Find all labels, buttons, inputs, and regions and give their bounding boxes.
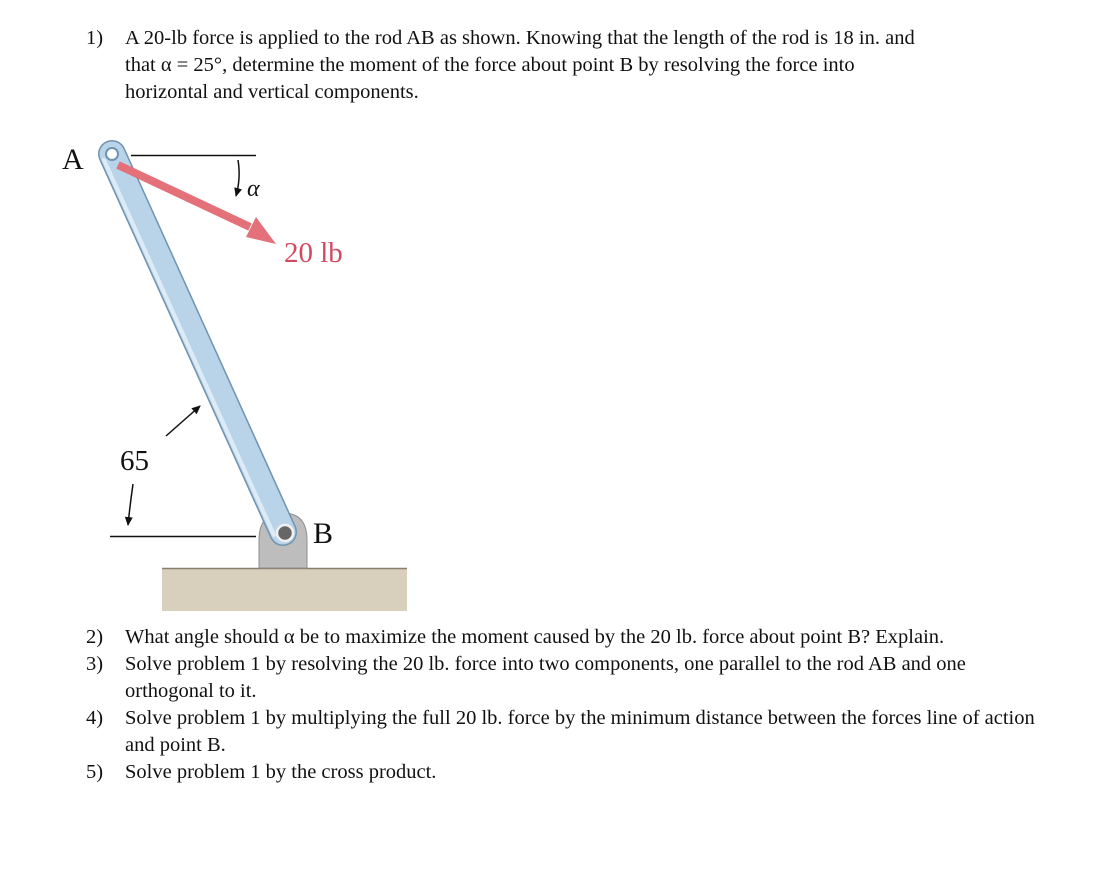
question-4-number: 4): [86, 707, 104, 729]
question-list: [0, 624, 1108, 786]
problem-1-line-1: A 20-lb force is applied to the rod AB as shown. Knowing that the length of the rod is 18 in. and: [125, 27, 915, 49]
question-2: [0, 624, 1108, 651]
question-3-number: 3): [86, 653, 104, 675]
question-5-number: 5): [86, 761, 104, 783]
force-arrow-head: [246, 217, 276, 244]
pin-a: [106, 148, 118, 160]
alpha-label: α: [247, 176, 260, 202]
question-4-text: Solve problem 1 by multiplying the full 20 lb. force by the minimum distance between the forces line of action and point B.: [125, 707, 1035, 756]
question-4: [0, 705, 1108, 759]
pin-b: [277, 525, 293, 541]
alpha-angle-arc: [236, 160, 239, 196]
question-3-text: Solve problem 1 by resolving the 20 lb. force into two components, one parallel to the rod AB and one orthogonal to it.: [125, 653, 966, 702]
problem-1-number: 1): [86, 27, 104, 49]
problem-1-line-3: horizontal and vertical components.: [125, 81, 419, 103]
question-3: [0, 651, 1108, 705]
rod-highlight: [104, 160, 274, 535]
angle-arrow-upper: [166, 406, 200, 436]
problem-1-line-2: that α = 25°, determine the moment of the force about point B by resolving the force into: [125, 54, 855, 76]
question-5-text: Solve problem 1 by the cross product.: [125, 761, 437, 783]
point-b-label: B: [313, 517, 334, 550]
question-2-number: 2): [86, 626, 104, 648]
force-label: 20 lb: [284, 237, 343, 269]
point-a-label: A: [62, 143, 84, 176]
question-5: [0, 759, 1108, 786]
angle-65-label: 65: [120, 445, 149, 477]
ground-block: [162, 568, 407, 611]
question-2-text: What angle should α be to maximize the moment caused by the 20 lb. force about point B? Explain.: [125, 626, 945, 648]
angle-arrow-lower: [128, 484, 133, 525]
